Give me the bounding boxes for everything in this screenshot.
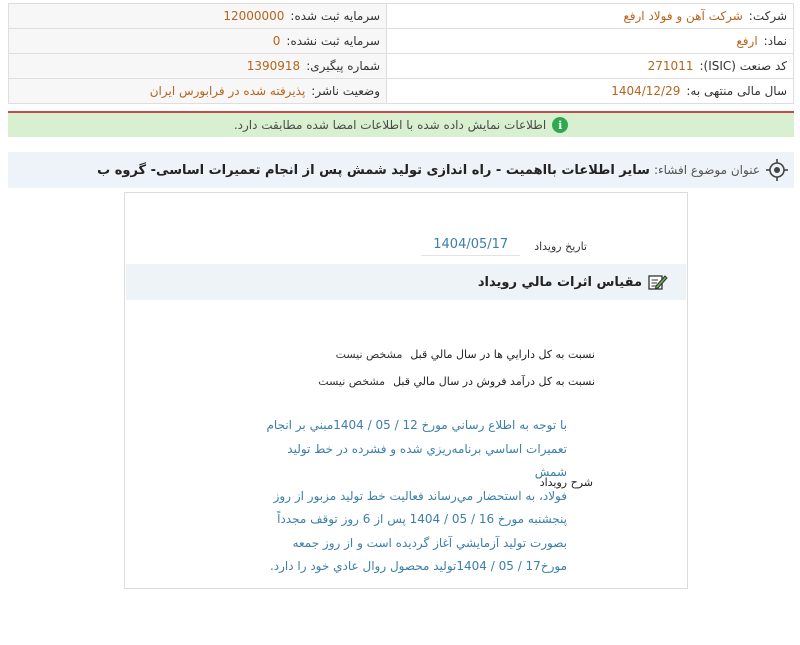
publisher-status-value: پذیرفته شده در فرابورس ایران [149, 84, 306, 98]
description-line: با توجه به اطلاع رساني مورخ 12 / 05 / 1404مبني بر انجام [266, 418, 567, 432]
isic-value: 271011 [647, 59, 694, 73]
financial-impact-title: مقیاس اثرات مالي رویداد [477, 274, 642, 290]
ratio-assets-value: مشخص نیست [335, 348, 403, 361]
description-line: بصورت تولید آزمایشي آغاز گردیده است و از روز جمعه [292, 535, 567, 550]
fiscal-year-value: 1404/12/29 [611, 84, 681, 98]
unregistered-capital-value: 0 [272, 34, 281, 48]
registered-capital-label: سرمایه ثبت شده: [290, 9, 380, 23]
publisher-status-label: وضعیت ناشر: [311, 84, 380, 98]
symbol-label: نماد: [763, 34, 787, 48]
financial-impact-header [126, 264, 686, 300]
verification-notice-text: اطلاعات نمایش داده شده با اطلاعات امضا شده مطابقت دارد. [233, 118, 547, 132]
description-line: تعمیرات اساسي برنامه‌ریزي شده و فشرده در خط تولید شمش [287, 441, 567, 479]
target-icon [766, 159, 788, 181]
event-date-label: تاریخ رویداد [534, 240, 587, 253]
company-value: شرکت آهن و فولاد ارفع [623, 9, 743, 23]
info-row [9, 4, 794, 29]
symbol-value: ارفع [736, 34, 758, 48]
ratio-revenue-row [318, 375, 595, 388]
event-date-value: 1404/05/17 [421, 237, 520, 256]
registered-capital-value: 12000000 [223, 9, 285, 23]
disclosure-subject [8, 152, 794, 188]
info-row [9, 54, 794, 79]
unregistered-capital-label: سرمایه ثبت نشده: [286, 34, 380, 48]
event-panel [124, 192, 688, 589]
event-description-label: شرح رویداد [539, 476, 593, 489]
event-description-text [257, 414, 567, 579]
subject-title: سایر اطلاعات بااهمیت - راه اندازی تولید شمش پس از انجام تعمیرات اساسی- گروه ب [97, 162, 650, 178]
description-line: مورخ17 / 05 / 1404تولید محصول روال عادي خود را دارد. [269, 559, 567, 573]
info-icon: i [552, 117, 568, 133]
event-date-row [421, 237, 587, 256]
description-line: فولاد، به استحضار مي‌رساند فعالیت خط تولید مزبور از روز [273, 488, 567, 503]
ratio-revenue-value: مشخص نیست [318, 375, 386, 388]
ratio-assets-label: نسبت به کل دارایي ها در سال مالي قبل [410, 348, 595, 361]
subject-label: عنوان موضوع افشاء: [653, 163, 760, 177]
company-label: شرکت: [748, 9, 787, 23]
info-row [9, 29, 794, 54]
info-row [9, 79, 794, 104]
company-info-table [8, 3, 794, 104]
tracking-number-value: 1390918 [246, 59, 301, 73]
tracking-number-label: شماره پیگیری: [306, 59, 380, 73]
ratio-revenue-label: نسبت به کل درآمد فروش در سال مالي قبل [393, 375, 595, 388]
ratio-assets-row [336, 348, 595, 361]
verification-notice [8, 111, 794, 137]
fiscal-year-label: سال مالی منتهی به: [686, 84, 787, 98]
description-line: پنجشنبه مورخ 16 / 05 / 1404 پس از 6 روز توقف مجدداً [277, 512, 567, 526]
isic-label: کد صنعت (ISIC): [699, 59, 787, 73]
edit-note-icon [648, 273, 668, 291]
